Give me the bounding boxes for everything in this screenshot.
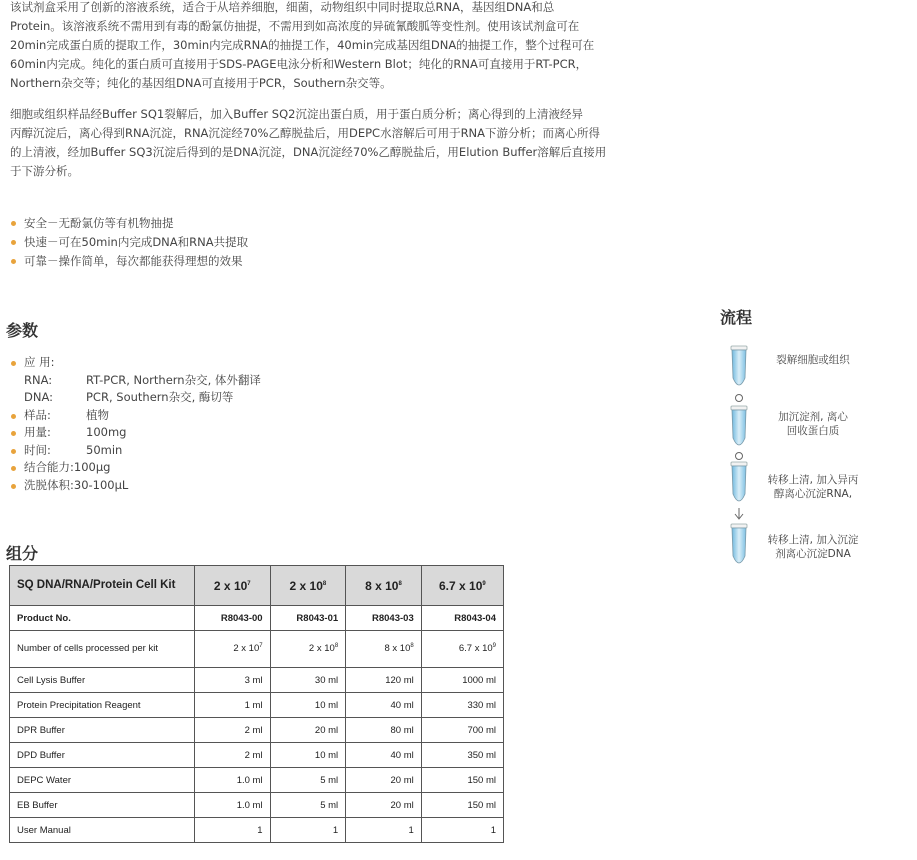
cell-value: 80 ml xyxy=(346,718,422,743)
row-label: User Manual xyxy=(10,818,195,843)
cell-value: R8043-00 xyxy=(195,606,271,631)
flow-step-line: 醇离心沉淀RNA, xyxy=(773,488,853,500)
flow-step-line: 转移上清, 加入异丙 xyxy=(767,474,859,486)
param-time xyxy=(10,442,261,460)
intro-paragraph-2 xyxy=(10,105,680,181)
components-title: 组分 xyxy=(6,544,39,563)
table-row xyxy=(10,743,504,768)
cell-value: 120 ml xyxy=(346,668,422,693)
cell-value: 1 xyxy=(346,818,422,843)
cell-value: 150 ml xyxy=(421,793,503,818)
cell-value: 5 ml xyxy=(270,793,346,818)
cell-value: 20 ml xyxy=(346,768,422,793)
components-table xyxy=(9,565,504,843)
feature-item: 安全－无酚氯仿等有机物抽提 xyxy=(10,214,248,233)
cell-value: 330 ml xyxy=(421,693,503,718)
row-label: DPD Buffer xyxy=(10,743,195,768)
table-row xyxy=(10,606,504,631)
cell-value: 5 ml xyxy=(270,768,346,793)
table-row xyxy=(10,718,504,743)
param-elution xyxy=(10,477,261,495)
params-list xyxy=(10,354,261,494)
kit-name-header: SQ DNA/RNA/Protein Cell Kit xyxy=(10,566,195,606)
table-row xyxy=(10,668,504,693)
cell-value: 3 ml xyxy=(195,668,271,693)
row-label: Product No. xyxy=(10,606,195,631)
flow-step-line: 加沉淀剂, 离心 xyxy=(778,411,848,423)
param-label: DNA: xyxy=(24,390,53,404)
cell-value: 40 ml xyxy=(346,743,422,768)
flow-step-line: 剂离心沉淀DNA xyxy=(775,548,851,560)
feature-item: 可靠－操作简单，每次都能获得理想的效果 xyxy=(10,252,248,271)
row-label: Protein Precipitation Reagent xyxy=(10,693,195,718)
cell-value: 2 x $10^7$ xyxy=(195,631,271,668)
cell-value: 1.0 ml xyxy=(195,768,271,793)
flow-step-1 xyxy=(753,353,873,367)
row-label: DPR Buffer xyxy=(10,718,195,743)
intro-paragraph-1 xyxy=(10,0,680,93)
cell-value: 20 ml xyxy=(346,793,422,818)
param-value: 50min xyxy=(86,442,123,457)
cell-value: 10 ml xyxy=(270,693,346,718)
row-label: DEPC Water xyxy=(10,768,195,793)
param-application xyxy=(10,354,261,372)
param-label: 洗脱体积: xyxy=(24,477,74,492)
flow-step-line: 转移上清, 加入沉淀 xyxy=(767,534,859,546)
size-header: 2 x $10^7$ xyxy=(195,566,271,606)
param-amount xyxy=(10,424,261,442)
cell-value: 2 ml xyxy=(195,718,271,743)
flow-step-4 xyxy=(753,533,873,561)
cell-value: 1 xyxy=(195,818,271,843)
table-row xyxy=(10,631,504,668)
intro-line: Northern杂交等；纯化的基因组DNA可直接用于PCR，Southern杂交等。 xyxy=(10,76,392,90)
connector-circle xyxy=(736,395,743,402)
cell-value: 30 ml xyxy=(270,668,346,693)
tube-icon xyxy=(731,524,747,563)
cell-value: R8043-03 xyxy=(346,606,422,631)
cell-value: R8043-01 xyxy=(270,606,346,631)
param-label: 用量: xyxy=(24,425,51,439)
param-label: 时间: xyxy=(24,442,51,457)
flow-title: 流程 xyxy=(720,308,753,327)
flow-step-line: 裂解细胞或组织 xyxy=(776,354,850,366)
arrow-down-icon xyxy=(735,508,743,519)
size-header: 2 x $10^8$ xyxy=(270,566,346,606)
table-row xyxy=(10,793,504,818)
tube-icon xyxy=(731,346,747,385)
intro-line: Protein。该溶液系统不需用到有毒的酚氯仿抽提，不需用到如高浓度的异硫氰酸胍等变性剂。使用该试剂盒可在 xyxy=(10,19,580,33)
params-title: 参数 xyxy=(6,321,39,340)
row-label: Number of cells processed per kit xyxy=(10,631,195,668)
size-header: 8 x $10^8$ xyxy=(346,566,422,606)
param-value: 100mg xyxy=(86,425,127,439)
param-value: 100µg xyxy=(73,460,111,474)
cell-value: 700 ml xyxy=(421,718,503,743)
flow-step-2 xyxy=(753,410,873,438)
row-label: EB Buffer xyxy=(10,793,195,818)
param-label: 结合能力: xyxy=(24,460,74,474)
cell-value: 1.0 ml xyxy=(195,793,271,818)
intro-line: 该试剂盒采用了创新的溶液系统，适合于从培养细胞，细菌，动物组织中同时提取总RNA，基因组DNA和总 xyxy=(10,0,555,14)
cell-value: R8043-04 xyxy=(421,606,503,631)
flow-diagram xyxy=(724,344,754,574)
cell-value: 1 xyxy=(270,818,346,843)
param-label: 样品: xyxy=(24,407,51,422)
tube-icon xyxy=(731,462,747,501)
cell-value: 1 ml xyxy=(195,693,271,718)
intro-line: 20min完成蛋白质的提取工作，30min内完成RNA的抽提工作，40min完成基因组DNA的抽提工作，整个过程可在 xyxy=(10,38,595,52)
cell-value: 1000 ml xyxy=(421,668,503,693)
table-row xyxy=(10,768,504,793)
cell-value: 40 ml xyxy=(346,693,422,718)
table-row xyxy=(10,693,504,718)
cell-value: 6.7 x $10^9$ xyxy=(421,631,503,668)
feature-list xyxy=(10,214,248,271)
table-row xyxy=(10,818,504,843)
connector-circle xyxy=(736,453,743,460)
param-label: 应 用: xyxy=(24,355,55,369)
param-value: 30-100µL xyxy=(73,477,129,492)
row-label: Cell Lysis Buffer xyxy=(10,668,195,693)
param-dna xyxy=(10,389,261,407)
cell-value: 1 xyxy=(421,818,503,843)
intro-line: 60min内完成。纯化的蛋白质可直接用于SDS-PAGE电泳分析和Western Blot；纯化的RNA可直接用于RT-PCR， xyxy=(10,57,588,71)
param-rna xyxy=(10,372,261,390)
param-value: PCR, Southern杂交, 酶切等 xyxy=(86,390,234,404)
size-header: 6.7 x $10^9$ xyxy=(421,566,503,606)
tube-icon xyxy=(731,406,747,445)
feature-item: 快速－可在50min内完成DNA和RNA共提取 xyxy=(10,233,248,252)
cell-value: 2 x $10^8$ xyxy=(270,631,346,668)
cell-value: 2 ml xyxy=(195,743,271,768)
cell-value: 10 ml xyxy=(270,743,346,768)
cell-value: 20 ml xyxy=(270,718,346,743)
param-value: 植物 xyxy=(86,407,109,422)
cell-value: 350 ml xyxy=(421,743,503,768)
intro-line: 丙醇沉淀后，离心得到RNA沉淀，RNA沉淀经70%乙醇脱盐后，用DEPC水溶解后可用于RNA下游分析；而离心所得 xyxy=(10,126,601,140)
param-sample xyxy=(10,407,261,425)
param-capacity xyxy=(10,459,261,477)
cell-value: 8 x $10^8$ xyxy=(346,631,422,668)
table-header-row xyxy=(10,566,504,606)
intro-line: 于下游分析。 xyxy=(10,164,79,178)
param-label: RNA: xyxy=(24,372,53,387)
intro-line: 的上清液，经加Buffer SQ3沉淀后得到的是DNA沉淀，DNA沉淀经70%乙醇脱盐后，用Elution Buffer溶解后直接用 xyxy=(10,145,607,159)
flow-step-line: 回收蛋白质 xyxy=(786,425,840,437)
param-value: RT-PCR, Northern杂交, 体外翻译 xyxy=(86,372,261,387)
cell-value: 150 ml xyxy=(421,768,503,793)
flow-step-3 xyxy=(753,473,873,501)
intro-line: 细胞或组织样品经Buffer SQ1裂解后，加入Buffer SQ2沉淀出蛋白质，用于蛋白质分析；离心得到的上清液经异 xyxy=(10,107,583,121)
